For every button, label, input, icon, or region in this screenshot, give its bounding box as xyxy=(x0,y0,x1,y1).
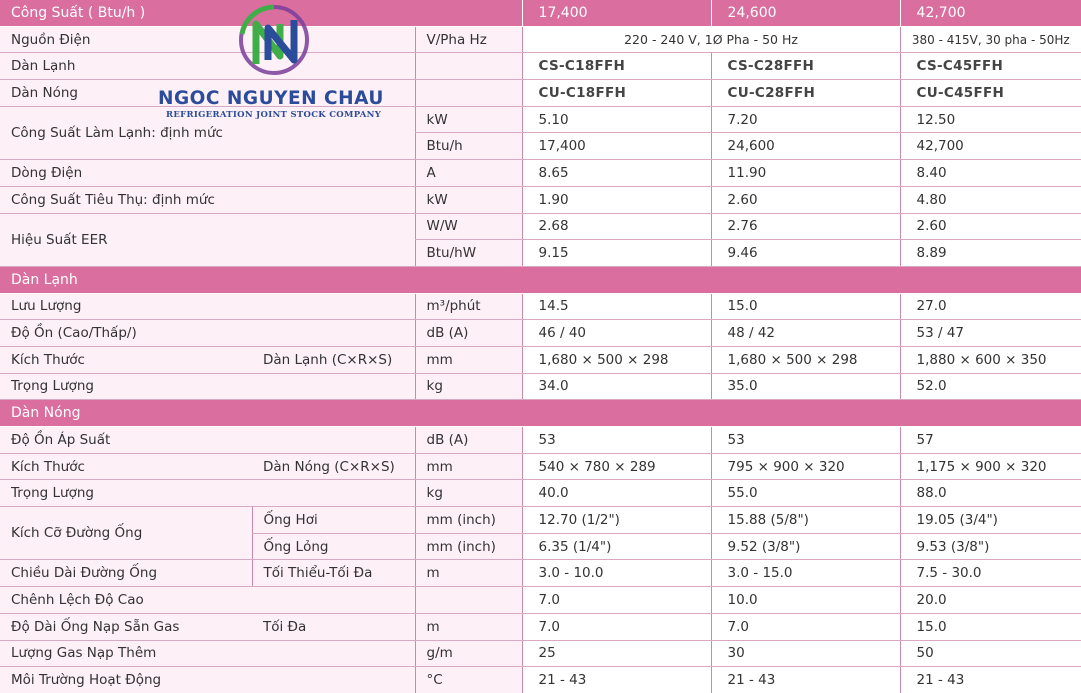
table-row xyxy=(0,507,1081,534)
header-model-3: 42,700 xyxy=(900,0,1081,26)
unit-eer-ww: W/W xyxy=(415,213,522,240)
unit-airflow: m³/phút xyxy=(415,293,522,320)
outdoor-weight-2: 55.0 xyxy=(711,480,900,507)
outdoor-dimension-sub: Dàn Nóng (C×R×S) xyxy=(252,453,415,480)
pipe-gas-sub: Ống Hơi xyxy=(252,507,415,534)
unit-indoor-weight: kg xyxy=(415,373,522,400)
cooling-kw-3: 12.50 xyxy=(900,106,1081,133)
cooling-kw-2: 7.20 xyxy=(711,106,900,133)
row-label-pipe-size: Kích Cỡ Đường Ống xyxy=(0,507,252,560)
indoor-model-3: CS-C45FFH xyxy=(900,53,1081,80)
airflow-2: 15.0 xyxy=(711,293,900,320)
airflow-1: 14.5 xyxy=(522,293,711,320)
outdoor-weight-3: 88.0 xyxy=(900,480,1081,507)
table-row xyxy=(0,560,1081,587)
unit-cooling-btu: Btu/h xyxy=(415,133,522,160)
section-title-outdoor: Dàn Nóng xyxy=(0,400,1081,427)
indoor-model-2: CS-C28FFH xyxy=(711,53,900,80)
power-input-3: 4.80 xyxy=(900,186,1081,213)
row-label-airflow: Lưu Lượng xyxy=(0,293,252,320)
eer-btuhw-1: 9.15 xyxy=(522,240,711,267)
pipe-gas-2: 15.88 (5/8") xyxy=(711,507,900,534)
indoor-noise-2: 48 / 42 xyxy=(711,320,900,347)
current-1: 8.65 xyxy=(522,160,711,187)
airflow-3: 27.0 xyxy=(900,293,1081,320)
row-label-indoor-weight: Trọng Lượng xyxy=(0,373,252,400)
row-label-height-diff: Chênh Lệch Độ Cao xyxy=(0,587,252,614)
operating-range-3: 21 - 43 xyxy=(900,667,1081,693)
outdoor-model-3: CU-C45FFH xyxy=(900,80,1081,107)
unit-current: A xyxy=(415,160,522,187)
indoor-noise-3: 53 / 47 xyxy=(900,320,1081,347)
additional-gas-1: 25 xyxy=(522,640,711,667)
row-label-pipe-length: Chiều Dài Đường Ống xyxy=(0,560,252,587)
outdoor-dimension-2: 795 × 900 × 320 xyxy=(711,453,900,480)
pipe-liquid-sub: Ống Lỏng xyxy=(252,533,415,560)
unit-power: V/Pha Hz xyxy=(415,26,522,53)
row-label-indoor-noise: Độ Ồn (Cao/Thấp/) xyxy=(0,320,252,347)
section-header-indoor xyxy=(0,266,1081,293)
operating-range-2: 21 - 43 xyxy=(711,667,900,693)
additional-gas-3: 50 xyxy=(900,640,1081,667)
cooling-btu-1: 17,400 xyxy=(522,133,711,160)
outdoor-noise-3: 57 xyxy=(900,427,1081,454)
power-value-3: 380 - 415V, 30 pha - 50Hz xyxy=(900,26,1081,53)
cooling-btu-3: 42,700 xyxy=(900,133,1081,160)
outdoor-dimension-3: 1,175 × 900 × 320 xyxy=(900,453,1081,480)
height-diff-1: 7.0 xyxy=(522,587,711,614)
row-label-power: Nguồn Điện xyxy=(0,26,252,53)
section-header-outdoor xyxy=(0,400,1081,427)
unit-outdoor-noise: dB (A) xyxy=(415,427,522,454)
cooling-btu-2: 24,600 xyxy=(711,133,900,160)
logo-brand-name: NGOC NGUYEN CHAU xyxy=(158,88,384,109)
outdoor-model-1: CU-C18FFH xyxy=(522,80,711,107)
outdoor-noise-2: 53 xyxy=(711,427,900,454)
outdoor-model-2: CU-C28FFH xyxy=(711,80,900,107)
table-row xyxy=(0,106,1081,133)
table-row xyxy=(0,26,1081,53)
current-3: 8.40 xyxy=(900,160,1081,187)
current-2: 11.90 xyxy=(711,160,900,187)
power-value-12: 220 - 240 V, 1Ø Pha - 50 Hz xyxy=(522,26,900,53)
precharge-length-3: 15.0 xyxy=(900,613,1081,640)
row-label-cooling-capacity: Công Suất Làm Lạnh: định mức xyxy=(0,106,252,159)
pipe-length-sub: Tối Thiểu-Tối Đa xyxy=(252,560,415,587)
indoor-weight-3: 52.0 xyxy=(900,373,1081,400)
row-label-indoor-dimension: Kích Thước xyxy=(0,346,252,373)
row-label-operating-range: Môi Trường Hoạt Động xyxy=(0,667,252,693)
outdoor-weight-1: 40.0 xyxy=(522,480,711,507)
pipe-gas-1: 12.70 (1/2") xyxy=(522,507,711,534)
unit-outdoor-weight: kg xyxy=(415,480,522,507)
pipe-gas-3: 19.05 (3/4") xyxy=(900,507,1081,534)
eer-btuhw-3: 8.89 xyxy=(900,240,1081,267)
unit-power-input: kW xyxy=(415,186,522,213)
height-diff-3: 20.0 xyxy=(900,587,1081,614)
height-diff-2: 10.0 xyxy=(711,587,900,614)
unit-precharge-length: m xyxy=(415,613,522,640)
header-model-1: 17,400 xyxy=(522,0,711,26)
indoor-weight-1: 34.0 xyxy=(522,373,711,400)
table-row xyxy=(0,667,1081,693)
row-label-precharge-length: Độ Dài Ống Nạp Sẵn Gas xyxy=(0,613,252,640)
table-row xyxy=(0,320,1081,347)
logo-tagline: REFRIGERATION JOINT STOCK COMPANY xyxy=(166,110,382,120)
unit-indoor-noise: dB (A) xyxy=(415,320,522,347)
unit-operating-range: °C xyxy=(415,667,522,693)
precharge-length-sub: Tối Đa xyxy=(252,613,415,640)
table-row xyxy=(0,186,1081,213)
pipe-liquid-3: 9.53 (3/8") xyxy=(900,533,1081,560)
row-label-outdoor-noise: Độ Ồn Áp Suất xyxy=(0,427,252,454)
indoor-model-1: CS-C18FFH xyxy=(522,53,711,80)
indoor-dimension-3: 1,880 × 600 × 350 xyxy=(900,346,1081,373)
pipe-length-3: 7.5 - 30.0 xyxy=(900,560,1081,587)
table-row xyxy=(0,160,1081,187)
unit-additional-gas: g/m xyxy=(415,640,522,667)
row-label-outdoor-model: Dàn Nóng xyxy=(0,80,252,107)
power-input-1: 1.90 xyxy=(522,186,711,213)
eer-btuhw-2: 9.46 xyxy=(711,240,900,267)
header-model-2: 24,600 xyxy=(711,0,900,26)
pipe-length-1: 3.0 - 10.0 xyxy=(522,560,711,587)
table-row xyxy=(0,480,1081,507)
table-row xyxy=(0,293,1081,320)
precharge-length-1: 7.0 xyxy=(522,613,711,640)
additional-gas-2: 30 xyxy=(711,640,900,667)
unit-indoor-dimension: mm xyxy=(415,346,522,373)
table-row xyxy=(0,373,1081,400)
outdoor-noise-1: 53 xyxy=(522,427,711,454)
unit-pipe-gas: mm (inch) xyxy=(415,507,522,534)
unit-eer-btuhw: Btu/hW xyxy=(415,240,522,267)
table-row xyxy=(0,453,1081,480)
section-title-indoor: Dàn Lạnh xyxy=(0,266,1081,293)
header-row xyxy=(0,0,1081,26)
row-label-current: Dòng Điện xyxy=(0,160,252,187)
table-row xyxy=(0,346,1081,373)
indoor-noise-1: 46 / 40 xyxy=(522,320,711,347)
indoor-dimension-2: 1,680 × 500 × 298 xyxy=(711,346,900,373)
operating-range-1: 21 - 43 xyxy=(522,667,711,693)
power-input-2: 2.60 xyxy=(711,186,900,213)
eer-ww-1: 2.68 xyxy=(522,213,711,240)
unit-pipe-liquid: mm (inch) xyxy=(415,533,522,560)
row-label-outdoor-weight: Trọng Lượng xyxy=(0,480,252,507)
pipe-length-2: 3.0 - 15.0 xyxy=(711,560,900,587)
outdoor-dimension-1: 540 × 780 × 289 xyxy=(522,453,711,480)
table-row xyxy=(0,587,1081,614)
row-label-outdoor-dimension: Kích Thước xyxy=(0,453,252,480)
eer-ww-2: 2.76 xyxy=(711,213,900,240)
eer-ww-3: 2.60 xyxy=(900,213,1081,240)
table-row xyxy=(0,213,1081,240)
unit-pipe-length: m xyxy=(415,560,522,587)
row-label-power-input: Công Suất Tiêu Thụ: định mức xyxy=(0,186,252,213)
table-row xyxy=(0,427,1081,454)
table-row xyxy=(0,80,1081,107)
indoor-dimension-1: 1,680 × 500 × 298 xyxy=(522,346,711,373)
row-label-indoor-model: Dàn Lạnh xyxy=(0,53,252,80)
table-row xyxy=(0,613,1081,640)
row-label-additional-gas: Lượng Gas Nạp Thêm xyxy=(0,640,252,667)
indoor-dimension-sub: Dàn Lạnh (C×R×S) xyxy=(252,346,415,373)
table-row xyxy=(0,640,1081,667)
pipe-liquid-2: 9.52 (3/8") xyxy=(711,533,900,560)
precharge-length-2: 7.0 xyxy=(711,613,900,640)
row-label-eer: Hiệu Suất EER xyxy=(0,213,252,266)
unit-outdoor-dimension: mm xyxy=(415,453,522,480)
unit-cooling-kw: kW xyxy=(415,106,522,133)
pipe-liquid-1: 6.35 (1/4") xyxy=(522,533,711,560)
indoor-weight-2: 35.0 xyxy=(711,373,900,400)
header-label: Công Suất ( Btu/h ) xyxy=(0,0,522,26)
cooling-kw-1: 5.10 xyxy=(522,106,711,133)
table-row xyxy=(0,53,1081,80)
